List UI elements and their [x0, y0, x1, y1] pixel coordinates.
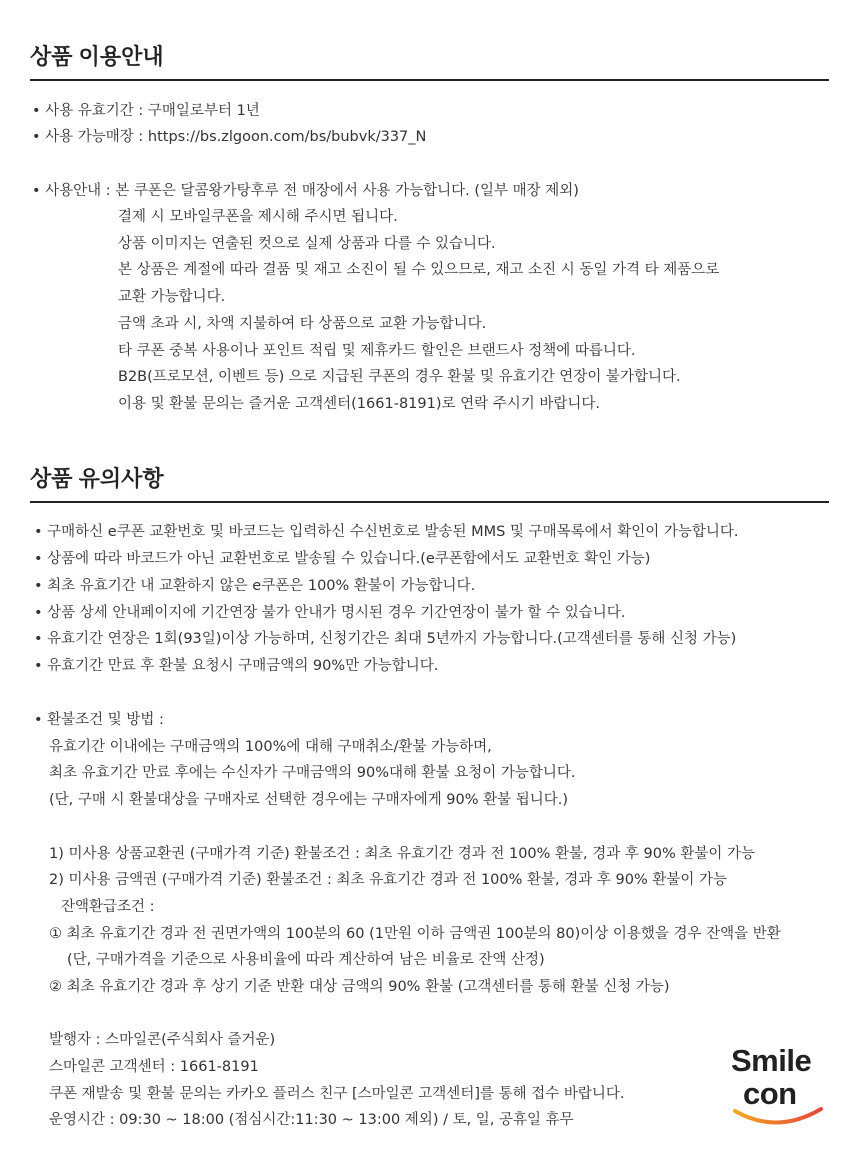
- balance-condition-note: (단, 구매가격을 기준으로 사용비율에 따라 계산하여 남은 비율로 잔액 산정): [67, 952, 545, 968]
- balance-condition-1: ① 최초 유효기간 경과 전 권면가액의 100분의 60 (1만원 이하 금액권 100분의 80)이상 이용했을 경우 잔액을 반환: [49, 926, 781, 942]
- logo-word-con: con: [743, 1076, 797, 1111]
- usage-line-store: • 사용 가능매장 : https://bs.zlgoon.com/bs/bubvk/337_N: [32, 129, 427, 145]
- section-usage-guide: [30, 40, 829, 81]
- usage-line: 본 상품은 계절에 따라 결품 및 재고 소진이 될 수 있으므로, 재고 소진 시 동일 가격 타 제품으로: [118, 262, 720, 278]
- refund-line: (단, 구매 시 환불대상을 구매자로 선택한 경우에는 구매자에게 90% 환불 됩니다.): [49, 792, 569, 808]
- caution-line: • 구매하신 e쿠폰 교환번호 및 바코드는 입력하신 수신번호로 발송된 MMS 및 구매목록에서 확인이 가능합니다.: [34, 524, 739, 540]
- balance-condition-heading: 잔액환급조건 :: [61, 899, 155, 915]
- section-title-usage: 상품 이용안내: [30, 44, 164, 69]
- balance-condition-2: ② 최초 유효기간 경과 후 상기 기준 반환 대상 금액의 90% 환불 (고객센터를 통해 환불 신청 가능): [49, 979, 670, 995]
- caution-line: • 최초 유효기간 내 교환하지 않은 e쿠폰은 100% 환불이 가능합니다.: [34, 578, 476, 594]
- usage-line: 상품 이미지는 연출된 컷으로 실제 상품과 다를 수 있습니다.: [118, 236, 496, 252]
- title-divider: [30, 501, 829, 503]
- caution-line: • 유효기간 연장은 1회(93일)이상 가능하며, 신청기간은 최대 5년까지 가능합니다.(고객센터를 통해 신청 가능): [34, 631, 737, 647]
- usage-line: 금액 초과 시, 차액 지불하여 타 상품으로 교환 가능합니다.: [118, 316, 487, 332]
- refund-line: 유효기간 이내에는 구매금액의 100%에 대해 구매취소/환불 가능하며,: [49, 739, 492, 755]
- refund-line: 최초 유효기간 만료 후에는 수신자가 구매금액의 90%대해 환불 요청이 가능합니다.: [49, 765, 576, 781]
- smile-swoosh-icon: [731, 1105, 827, 1129]
- smilecon-logo: [731, 1043, 827, 1133]
- caution-line: • 상품 상세 안내페이지에 기간연장 불가 안내가 명시된 경우 기간연장이 불가 할 수 있습니다.: [34, 605, 626, 621]
- usage-line: 타 쿠폰 중복 사용이나 포인트 적립 및 제휴카드 할인은 브랜드사 정책에 따릅니다.: [118, 343, 636, 359]
- usage-line-period: • 사용 유효기간 : 구매일로부터 1년: [32, 103, 260, 119]
- hours-line: 운영시간 : 09:30 ~ 18:00 (점심시간:11:30 ~ 13:00 제외) / 토, 일, 공휴일 휴무: [49, 1112, 574, 1128]
- refund-condition-2: 2) 미사용 금액권 (구매가격 기준) 환불조건 : 최초 유효기간 경과 전 100% 환불, 경과 후 90% 환불이 가능: [49, 872, 727, 888]
- usage-line: 교환 가능합니다.: [118, 289, 226, 305]
- section-caution: [30, 462, 829, 503]
- usage-line: 이용 및 환불 문의는 즐거운 고객센터(1661-8191)로 연락 주시기 바랍니다.: [118, 396, 601, 412]
- caution-line: • 상품에 따라 바코드가 아닌 교환번호로 발송될 수 있습니다.(e쿠폰함에서도 교환번호 확인 가능): [34, 551, 651, 567]
- title-divider: [30, 79, 829, 81]
- refund-heading: • 환불조건 및 방법 :: [34, 712, 164, 728]
- refund-condition-1: 1) 미사용 상품교환권 (구매가격 기준) 환불조건 : 최초 유효기간 경과 전 100% 환불, 경과 후 90% 환불이 가능: [49, 846, 755, 862]
- logo-word-smile: Smile: [731, 1043, 812, 1078]
- publisher-line: 발행자 : 스마일콘(주식회사 즐거운): [49, 1032, 276, 1048]
- usage-line-guide: • 사용안내 : 본 쿠폰은 달콤왕가탕후루 전 매장에서 사용 가능합니다. (일부 매장 제외): [32, 183, 579, 199]
- usage-line: 결제 시 모바일쿠폰을 제시해 주시면 됩니다.: [118, 209, 398, 225]
- resend-inquiry-line: 쿠폰 재발송 및 환불 문의는 카카오 플러스 친구 [스마일콘 고객센터]를 통해 접수 바랍니다.: [49, 1086, 625, 1102]
- customer-center-line: 스마일콘 고객센터 : 1661-8191: [49, 1059, 259, 1075]
- section-title-caution: 상품 유의사항: [30, 466, 164, 491]
- usage-line: B2B(프로모션, 이벤트 등) 으로 지급된 쿠폰의 경우 환불 및 유효기간 연장이 불가합니다.: [118, 369, 681, 385]
- caution-line: • 유효기간 만료 후 환불 요청시 구매금액의 90%만 가능합니다.: [34, 658, 439, 674]
